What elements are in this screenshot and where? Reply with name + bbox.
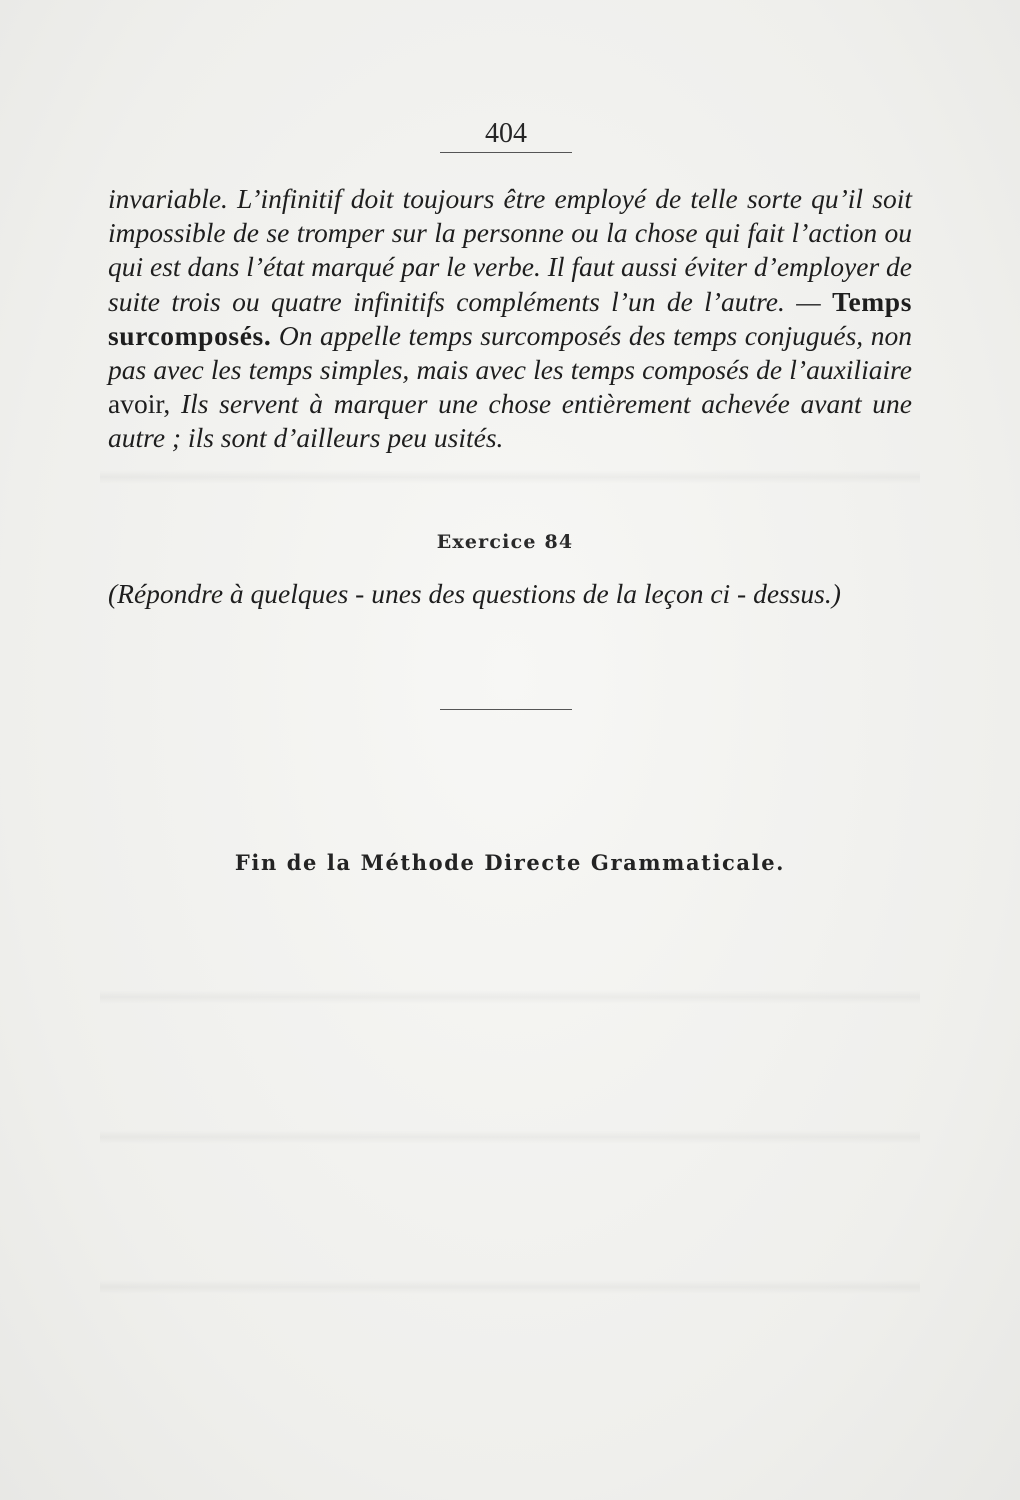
show-through-shadow bbox=[100, 990, 920, 1004]
auxiliary-word: avoir, bbox=[108, 388, 171, 420]
exercise-instruction: (Répondre à quelques - unes des questions de la leçon ci - dessus.) bbox=[108, 578, 841, 609]
section-divider bbox=[440, 709, 572, 710]
page-number: 404 bbox=[485, 118, 527, 149]
paragraph-text: On appelle temps surcomposés des temps conjugués, non pas avec les temps simples, mais avec les temps composés de l’auxiliaire bbox=[108, 319, 912, 386]
show-through-shadow bbox=[100, 1130, 920, 1144]
closing-line: Fin de la Méthode Directe Grammaticale. bbox=[234, 850, 786, 875]
paragraph-text: invariable. L’infinitif doit toujours être employé de telle sorte qu’il soit impossible de se tromper sur la personne ou la chose qui fait l’action ou qui est dans l’état marqué par le verbe. Il faut aussi éviter d’employer de suite trois ou quatre infinitifs compléments l’un de l’autre. — bbox=[108, 183, 912, 317]
show-through-shadow bbox=[100, 1280, 920, 1294]
main-paragraph bbox=[108, 182, 912, 456]
header-rule bbox=[440, 152, 572, 153]
section-heading: Temps surcomposés. bbox=[108, 285, 912, 351]
paragraph-text: Ils servent à marquer une chose entièrement achevée avant une autre ; ils sont d’ailleurs peu usités. bbox=[108, 388, 912, 454]
exercise-title: Exercice 84 bbox=[436, 531, 574, 553]
show-through-shadow bbox=[100, 470, 920, 484]
